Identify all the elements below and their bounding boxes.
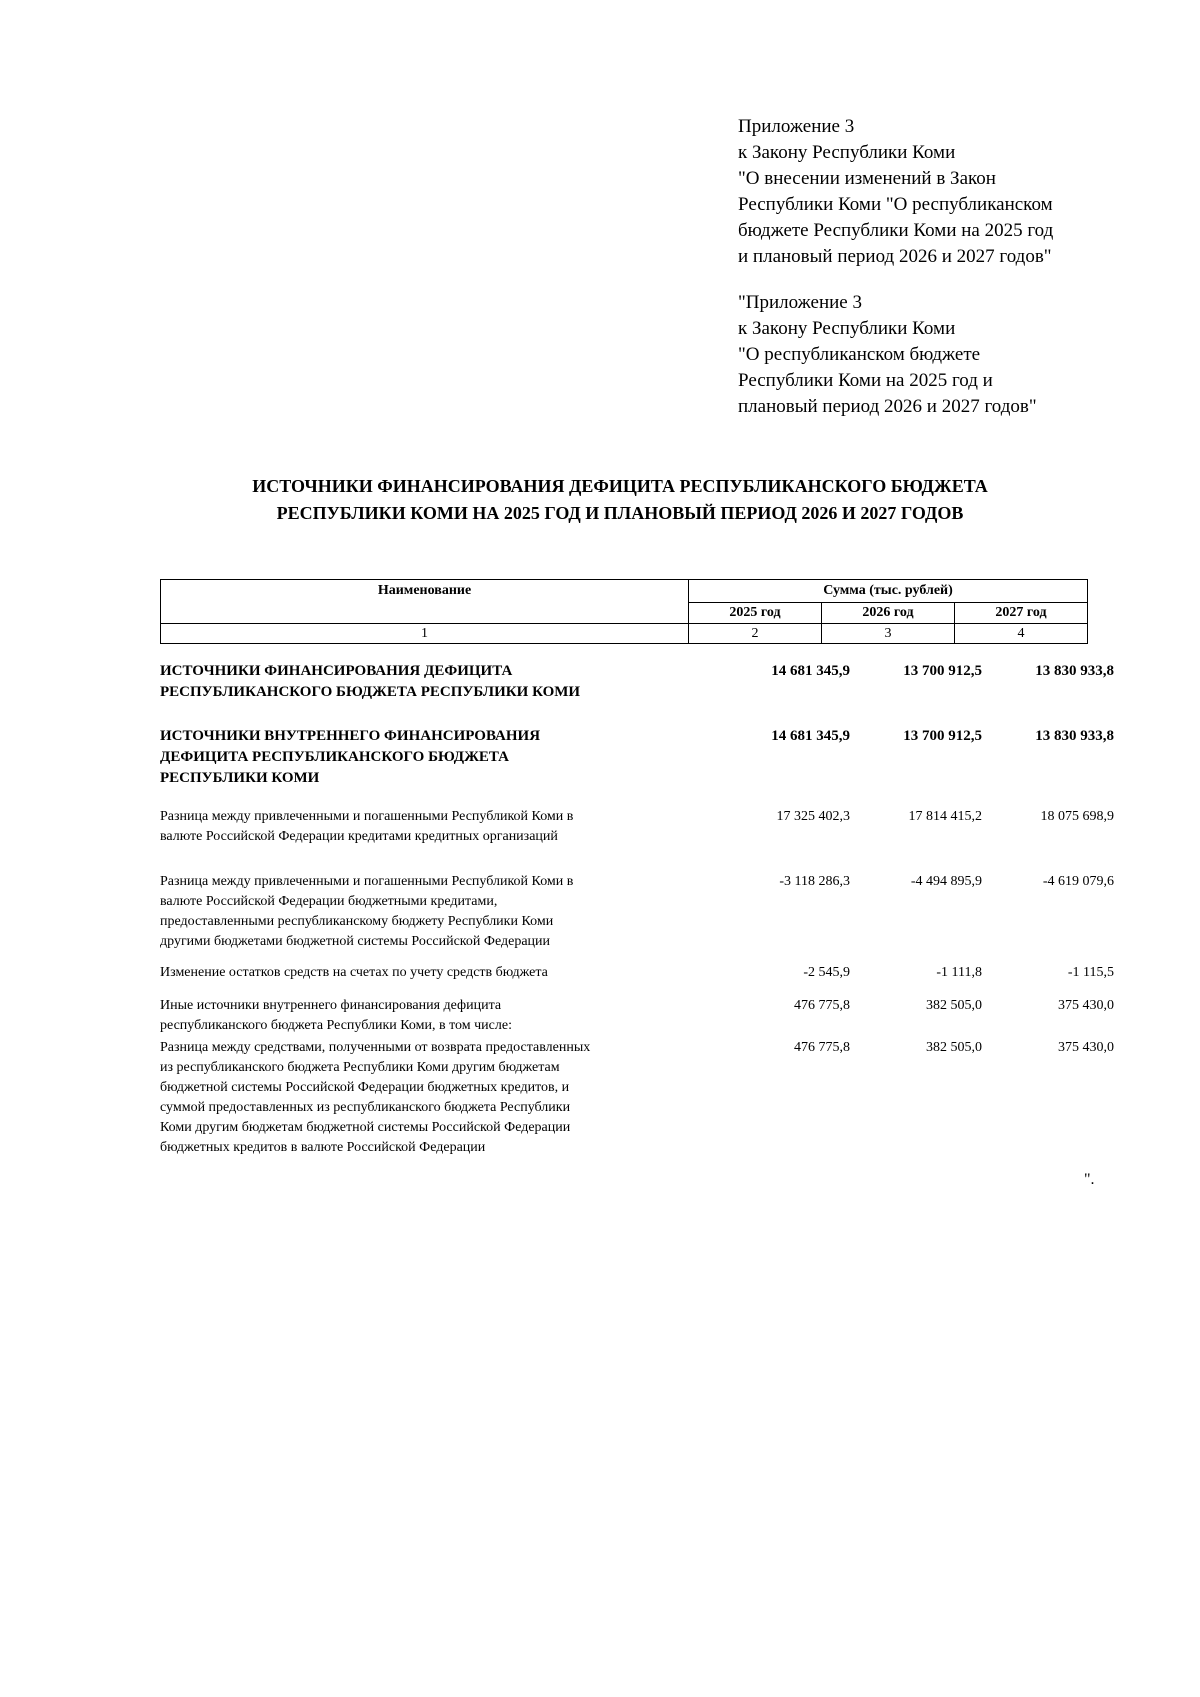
column-number: 4 bbox=[1017, 626, 1025, 641]
value-2027: 375 430,0 bbox=[1058, 998, 1114, 1013]
appendix-line: Республики Коми "О республиканском bbox=[738, 194, 1053, 215]
value-2025: 14 681 345,9 bbox=[771, 663, 850, 679]
appendix-original-note bbox=[738, 290, 1118, 420]
row-name bbox=[160, 661, 690, 703]
value-2027: 375 430,0 bbox=[1058, 1040, 1114, 1055]
row-name-line: бюджетных кредитов в валюте Российской Федерации bbox=[160, 1140, 486, 1155]
appendix-line: плановый период 2026 и 2027 годов" bbox=[738, 396, 1037, 417]
title-line: ИСТОЧНИКИ ФИНАНСИРОВАНИЯ ДЕФИЦИТА РЕСПУБЛИКАНСКОГО БЮДЖЕТА bbox=[252, 476, 988, 496]
row-name-line: ИСТОЧНИКИ ВНУТРЕННЕГО ФИНАНСИРОВАНИЯ bbox=[160, 728, 541, 744]
column-number-cell bbox=[821, 623, 955, 644]
value-2026: -4 494 895,9 bbox=[910, 874, 982, 889]
row-name bbox=[160, 963, 690, 983]
header-year: 2027 год bbox=[995, 605, 1047, 620]
row-name-line: Разница между средствами, полученными от возврата предоставленных bbox=[160, 1040, 591, 1055]
value-2027: 13 830 933,8 bbox=[1035, 728, 1114, 744]
column-number: 1 bbox=[421, 626, 428, 641]
value-2025: 476 775,8 bbox=[794, 1040, 850, 1055]
column-number-cell bbox=[688, 623, 822, 644]
appendix-line: Приложение 3 bbox=[738, 116, 855, 137]
value-2026: 382 505,0 bbox=[926, 998, 982, 1013]
header-year-cell bbox=[954, 602, 1088, 624]
header-name-cell bbox=[160, 579, 689, 624]
value-2025: 476 775,8 bbox=[794, 998, 850, 1013]
appendix-line: к Закону Республики Коми bbox=[738, 318, 956, 339]
row-name-line: РЕСПУБЛИКАНСКОГО БЮДЖЕТА РЕСПУБЛИКИ КОМИ bbox=[160, 684, 581, 700]
appendix-line: "О республиканском бюджете bbox=[738, 344, 981, 365]
row-name bbox=[160, 872, 690, 952]
row-name-line: Разница между привлеченными и погашенными Республикой Коми в bbox=[160, 809, 574, 824]
row-name-line: ДЕФИЦИТА РЕСПУБЛИКАНСКОГО БЮДЖЕТА bbox=[160, 749, 510, 765]
appendix-line: "Приложение 3 bbox=[738, 292, 862, 313]
row-name bbox=[160, 1038, 690, 1158]
document-title bbox=[150, 473, 1090, 527]
row-name-line: из республиканского бюджета Республики Коми другим бюджетам bbox=[160, 1060, 560, 1075]
column-number-cell bbox=[160, 623, 689, 644]
row-name-line: валюте Российской Федерации кредитами кредитных организаций bbox=[160, 829, 558, 844]
row-name-line: другими бюджетами бюджетной системы Российской Федерации bbox=[160, 934, 551, 949]
column-number-cell bbox=[954, 623, 1088, 644]
header-year: 2026 год bbox=[862, 605, 914, 620]
closing-quote-mark: ". bbox=[1084, 1171, 1095, 1188]
value-2025: -3 118 286,3 bbox=[779, 874, 850, 889]
header-sum-cell bbox=[688, 579, 1088, 603]
row-name bbox=[160, 996, 690, 1036]
value-2027: -4 619 079,6 bbox=[1042, 874, 1114, 889]
header-name: Наименование bbox=[377, 583, 472, 598]
value-2025: 14 681 345,9 bbox=[771, 728, 850, 744]
title-line: РЕСПУБЛИКИ КОМИ НА 2025 ГОД И ПЛАНОВЫЙ ПЕРИОД 2026 И 2027 ГОДОВ bbox=[276, 503, 964, 523]
header-sum: Сумма (тыс. рублей) bbox=[823, 583, 953, 598]
appendix-line: Республики Коми на 2025 год и bbox=[738, 370, 993, 391]
row-name-line: суммой предоставленных из республиканского бюджета Республики bbox=[160, 1100, 571, 1115]
row-name bbox=[160, 807, 690, 847]
header-year: 2025 год bbox=[729, 605, 781, 620]
value-2026: 17 814 415,2 bbox=[908, 809, 982, 824]
row-name-line: Коми другим бюджетам бюджетной системы Российской Федерации bbox=[160, 1120, 571, 1135]
column-number: 2 bbox=[751, 626, 759, 641]
row-name-line: Иные источники внутреннего финансирования дефицита bbox=[160, 998, 502, 1013]
row-name-line: предоставленными республиканскому бюджету Республики Коми bbox=[160, 914, 554, 929]
appendix-line: "О внесении изменений в Закон bbox=[738, 168, 996, 189]
value-2026: 13 700 912,5 bbox=[903, 728, 982, 744]
row-name bbox=[160, 726, 690, 789]
header-year-cell bbox=[688, 602, 822, 624]
appendix-line: и плановый период 2026 и 2027 годов" bbox=[738, 246, 1052, 267]
value-2026: 382 505,0 bbox=[926, 1040, 982, 1055]
value-2027: -1 115,5 bbox=[1067, 965, 1114, 980]
row-name-line: Разница между привлеченными и погашенными Республикой Коми в bbox=[160, 874, 574, 889]
value-2025: 17 325 402,3 bbox=[776, 809, 850, 824]
row-name-line: ИСТОЧНИКИ ФИНАНСИРОВАНИЯ ДЕФИЦИТА bbox=[160, 663, 513, 679]
column-number: 3 bbox=[884, 626, 892, 641]
value-2026: -1 111,8 bbox=[936, 965, 982, 980]
value-2026: 13 700 912,5 bbox=[903, 663, 982, 679]
value-2027: 18 075 698,9 bbox=[1040, 809, 1114, 824]
row-name-line: республиканского бюджета Республики Коми, в том числе: bbox=[160, 1018, 512, 1033]
row-name-line: валюте Российской Федерации бюджетными кредитами, bbox=[160, 894, 498, 909]
appendix-current-note bbox=[738, 114, 1118, 270]
value-2025: -2 545,9 bbox=[803, 965, 850, 980]
row-name-line: бюджетной системы Российской Федерации бюджетных кредитов, и bbox=[160, 1080, 570, 1095]
row-name-line: Изменение остатков средств на счетах по учету средств бюджета bbox=[160, 965, 548, 980]
value-2027: 13 830 933,8 bbox=[1035, 663, 1114, 679]
appendix-line: к Закону Республики Коми bbox=[738, 142, 956, 163]
appendix-line: бюджете Республики Коми на 2025 год bbox=[738, 220, 1054, 241]
row-name-line: РЕСПУБЛИКИ КОМИ bbox=[160, 770, 320, 786]
header-year-cell bbox=[821, 602, 955, 624]
